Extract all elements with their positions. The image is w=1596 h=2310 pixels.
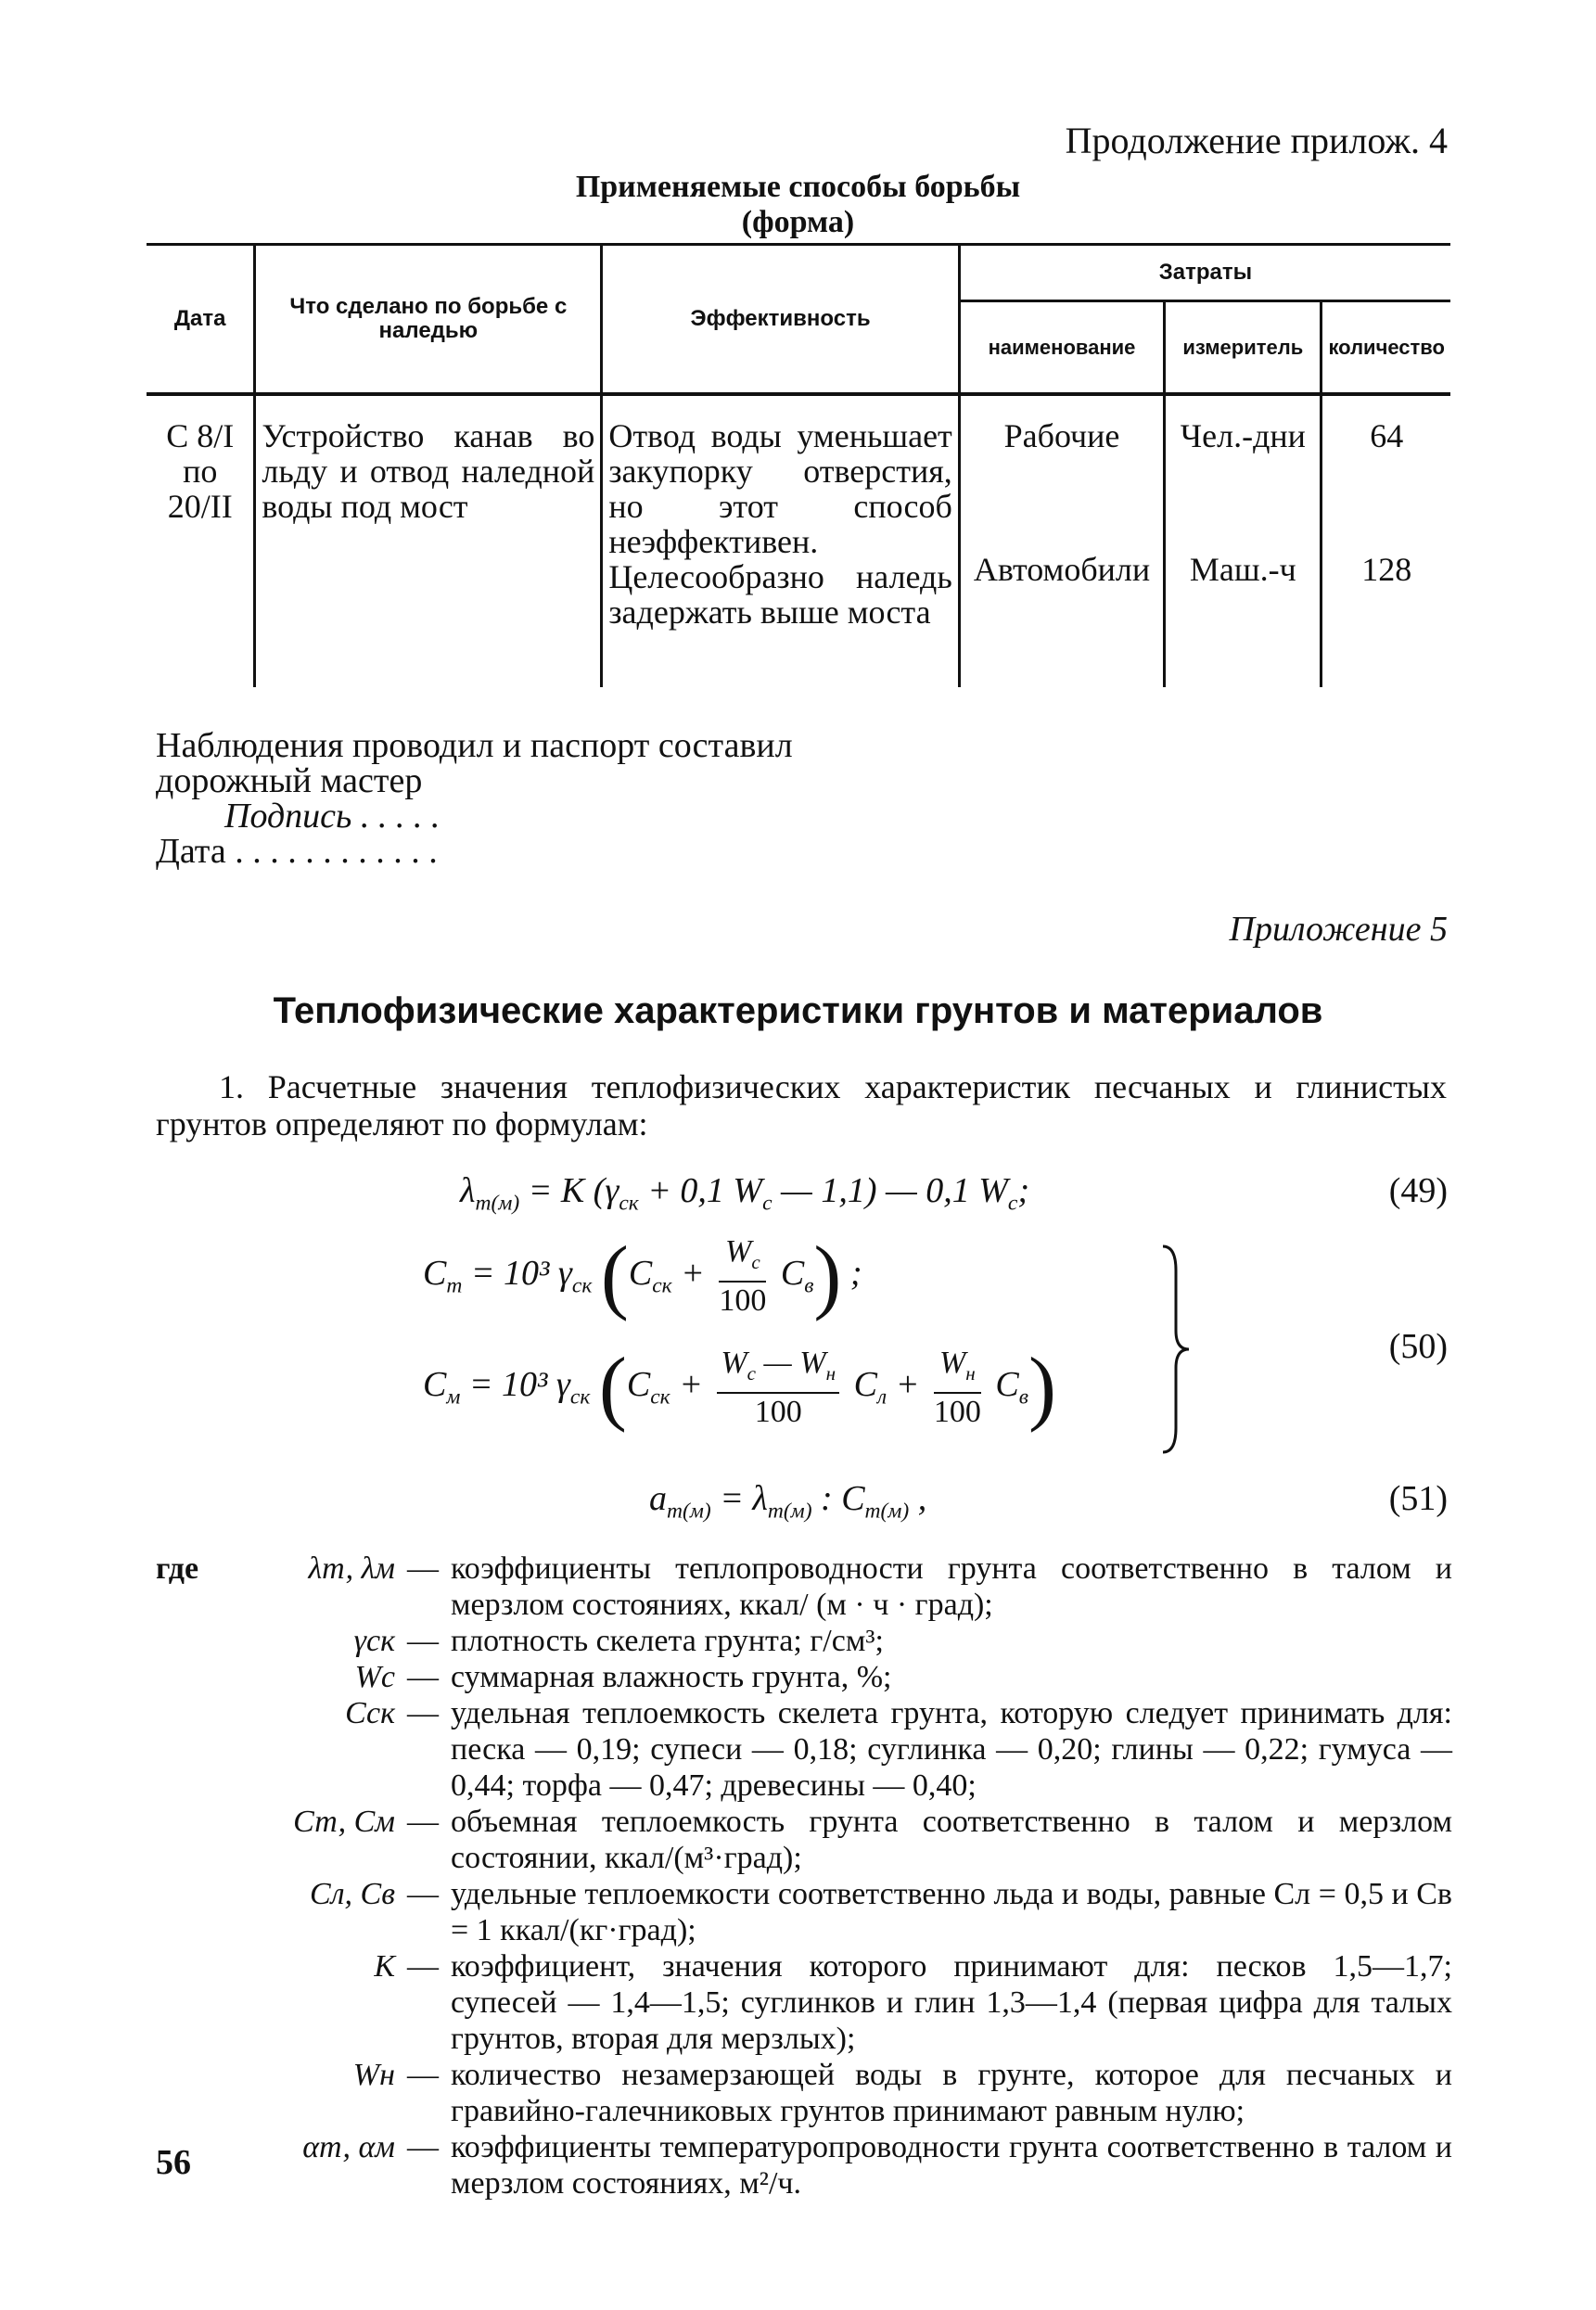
definition-item: αт, αм — коэффициенты температуропроводности грунта соответственно в талом и мерзлом состояниях, м²/ч. bbox=[156, 2129, 1452, 2202]
def-text: количество незамерзающей воды в грунте, которое для песчаных и гравийно-галечниковых грунтов принимают равным нулю; bbox=[451, 2058, 1452, 2128]
formula-51: $a_{т(м)} = \lambda_{т(м)}$ : $C_{т(м)}$ , bbox=[649, 1479, 927, 1524]
cost-qty-1: 64 bbox=[1370, 417, 1404, 454]
definition-item: Wн — количество незамерзающей воды в грунте, которое для песчаных и гравийно-галечниковых грунтов принимают равным нулю; bbox=[156, 2057, 1452, 2129]
cost-unit-2: Маш.-ч bbox=[1189, 551, 1296, 588]
table-title: Применяемые способы борьбы bbox=[575, 170, 1021, 204]
cost-name-2: Автомобили bbox=[973, 551, 1151, 588]
definition-item: Ст, См — объемная теплоемкость грунта соответственно в талом и мерзлом состоянии, ккал/(м³·град); bbox=[156, 1804, 1452, 1876]
page-number: 56 bbox=[156, 2143, 191, 2182]
cell-done: Устройство канав во льду и отвод наледной воды под мост bbox=[255, 394, 602, 687]
def-symbol: αт, αм bbox=[302, 2130, 395, 2164]
header-efficiency: Эффективность bbox=[602, 245, 959, 395]
definition-item: Сск — удельная теплоемкость скелета грунта, которую следует принимать для: песка — 0,19; супеси — 0,18; суглинка — 0,20; глины — 0,22; гумуса — 0,44; торфа — 0,47; древесины — 0,40; bbox=[156, 1695, 1452, 1804]
header-unit: измеритель bbox=[1165, 301, 1321, 395]
intro-paragraph: 1. Расчетные значения теплофизических характеристик песчаных и глинистых грунтов определяют по формулам: bbox=[156, 1068, 1447, 1142]
def-symbol: Wс bbox=[354, 1660, 395, 1694]
equation-number-50: (50) bbox=[1388, 1327, 1448, 1366]
definitions-list bbox=[156, 1551, 1452, 2202]
formula-50b: $C_м = 10^3$ $\gamma_{ск}$ ($C_{ск}$ + $\frac{W_с — W_н}{100}$ $C_л$ + $\frac{W_н}{100}$ $C_в$) bbox=[423, 1341, 1056, 1434]
cell-cost-unit bbox=[1165, 394, 1321, 687]
definition-item: λт, λм — коэффициенты теплопроводности грунта соответственно в талом и мерзлом состояниях, ккал/ (м · ч · град); bbox=[156, 1551, 1452, 1623]
signature-line-2: дорожный мастер bbox=[156, 761, 423, 800]
def-symbol: Сск bbox=[345, 1696, 395, 1730]
appendix-title: Теплофизические характеристики грунтов и материалов bbox=[273, 990, 1323, 1031]
definition-item: K — коэффициент, значения которого принимают для: песков 1,5—1,7; супесей — 1,4—1,5; суглинков и глин 1,3—1,4 (первая цифра для талых грунтов, вторая для мерзлых); bbox=[156, 1948, 1452, 2057]
def-symbol: Ст, См bbox=[293, 1805, 395, 1839]
def-symbol: Wн bbox=[352, 2058, 395, 2092]
formula-49: $\lambda_{т(м)} = K$ ($\gamma_{ск} + 0,1$ $W_с$ — 1,1) — 0,1 $W_с$; bbox=[460, 1171, 1030, 1216]
header-name: наименование bbox=[959, 301, 1164, 395]
header-costs: Затраты bbox=[959, 245, 1450, 301]
appendix-label: Приложение 5 bbox=[1229, 910, 1448, 949]
table-row bbox=[147, 394, 1450, 687]
def-text: удельные теплоемкости соответственно льда и воды, равные Сл = 0,5 и Св = 1 ккал/(кг·град); bbox=[451, 1877, 1452, 1947]
cell-date: С 8/I по 20/II bbox=[166, 417, 235, 525]
def-text: объемная теплоемкость грунта соответственно в талом и мерзлом состоянии, ккал/(м³·град); bbox=[451, 1805, 1452, 1875]
definition-item: γск — плотность скелета грунта; г/см³; bbox=[156, 1623, 1452, 1659]
cell-cost-name bbox=[959, 394, 1164, 687]
def-text: коэффициенты температуропроводности грунта соответственно в талом и мерзлом состояниях, м²/ч. bbox=[451, 2130, 1452, 2201]
signature-line-1: Наблюдения проводил и паспорт составил bbox=[156, 726, 793, 765]
cost-qty-2: 128 bbox=[1361, 551, 1412, 588]
continuation-label: Продолжение прилож. 4 bbox=[1065, 120, 1448, 161]
def-text: удельная теплоемкость скелета грунта, которую следует принимать для: песка — 0,19; супеси — 0,18; суглинка — 0,20; глины — 0,22; гумуса — 0,44; торфа — 0,47; древесины — 0,40; bbox=[451, 1696, 1452, 1803]
cell-efficiency: Отвод воды уменьшает закупорку отверстия, но этот способ неэффективен. Целесообразно наледь задержать выше моста bbox=[602, 394, 959, 687]
def-text: суммарная влажность грунта, %; bbox=[451, 1660, 892, 1694]
header-done: Что сделано по борьбе с наледью bbox=[255, 245, 602, 395]
header-date: Дата bbox=[147, 245, 255, 395]
formula-brace bbox=[1159, 1243, 1196, 1456]
cell-cost-qty bbox=[1321, 394, 1450, 687]
signature-line-4: Дата . . . . . . . . . . . . bbox=[156, 832, 438, 871]
measures-table bbox=[147, 243, 1450, 687]
equation-number-49: (49) bbox=[1388, 1171, 1448, 1210]
signature-line-3: Подпись . . . . . bbox=[224, 797, 440, 836]
equation-number-51: (51) bbox=[1388, 1479, 1448, 1518]
def-symbol: γск bbox=[353, 1624, 395, 1658]
def-text: коэффициенты теплопроводности грунта соответственно в талом и мерзлом состояниях, ккал/ (м · ч · град); bbox=[451, 1551, 1452, 1622]
formula-50a: $C_т = 10^3$ $\gamma_{ск}$ ($C_{ск}$ + $\frac{W_с}{100}$ $C_в$) ; bbox=[423, 1230, 862, 1322]
def-text: плотность скелета грунта; г/см³; bbox=[451, 1624, 884, 1658]
cost-name-1: Рабочие bbox=[1003, 417, 1120, 454]
def-symbol: λт, λм bbox=[308, 1551, 395, 1586]
cost-unit-1: Чел.-дни bbox=[1180, 417, 1306, 454]
header-qty: количество bbox=[1321, 301, 1450, 395]
definition-item: Wс — суммарная влажность грунта, %; bbox=[156, 1659, 1452, 1695]
def-text: коэффициент, значения которого принимают для: песков 1,5—1,7; супесей — 1,4—1,5; суглинков и глин 1,3—1,4 (первая цифра для талых грунтов, вторая для мерзлых); bbox=[451, 1949, 1452, 2056]
definition-item: Сл, Св — удельные теплоемкости соответственно льда и воды, равные Сл = 0,5 и Св = 1 ккал/(кг·град); bbox=[156, 1876, 1452, 1948]
table-subtitle: (форма) bbox=[741, 205, 855, 239]
def-symbol: K bbox=[374, 1949, 395, 1984]
def-symbol: Сл, Св bbox=[310, 1877, 395, 1911]
where-label: где bbox=[156, 1551, 199, 1586]
